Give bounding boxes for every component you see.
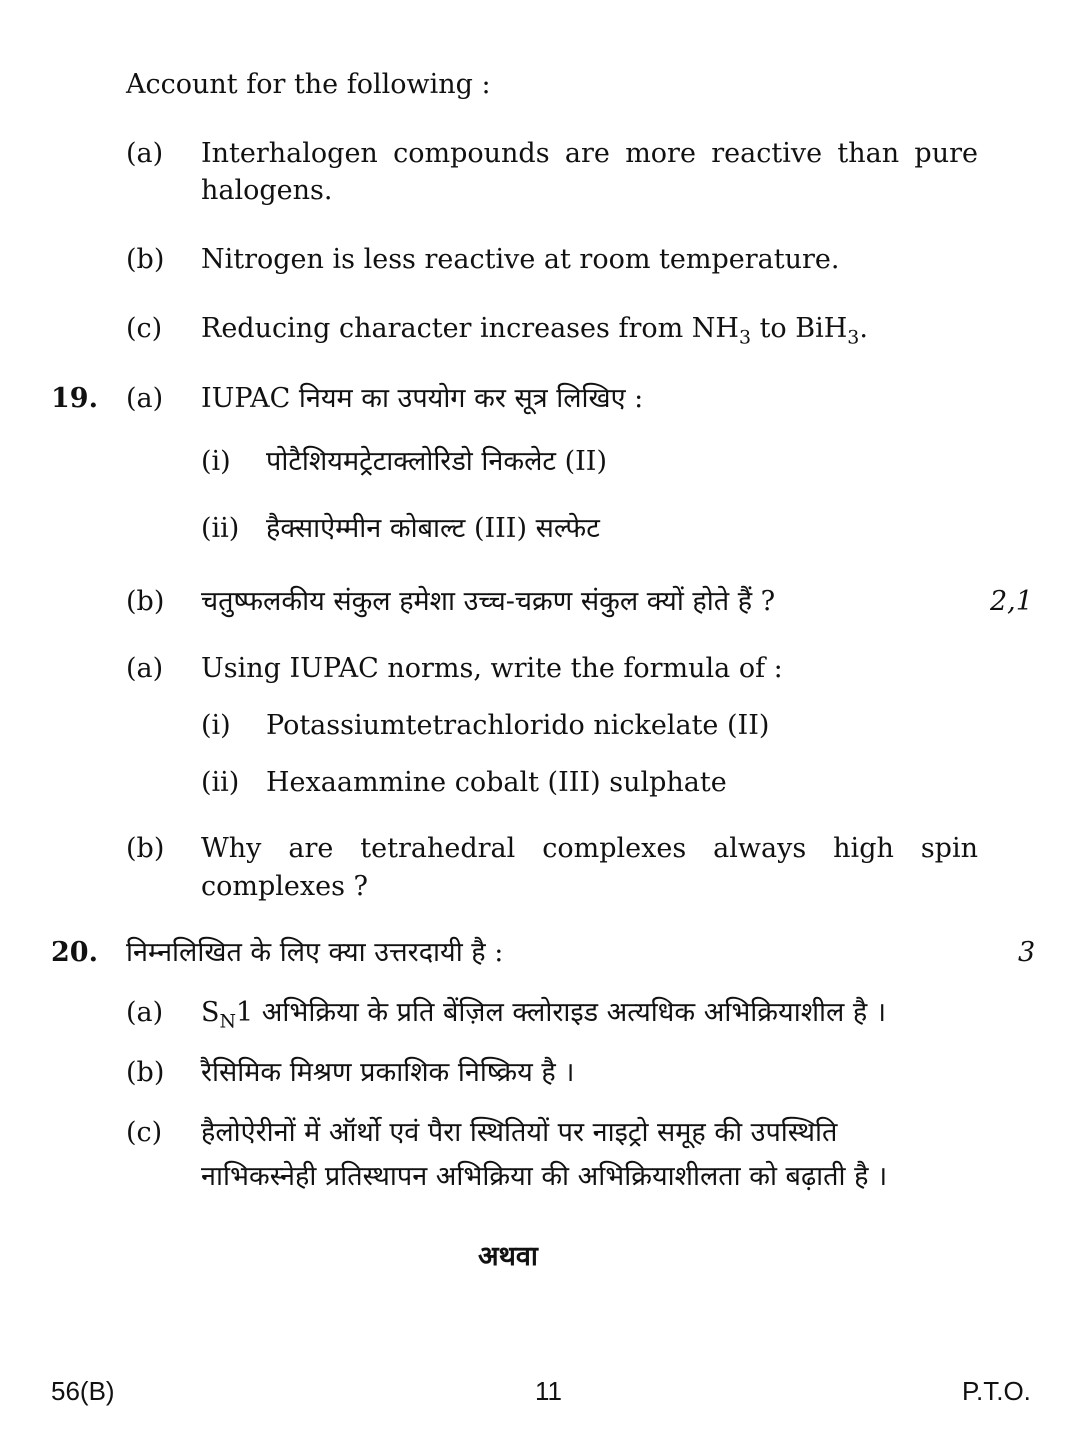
part-label-a: (a) [126,138,164,169]
q20-intro: निम्नलिखित के लिए क्या उत्तरदायी है : [126,937,504,968]
q20-c-line1: हैलोऐरीनों में ऑर्थो एवं पैरा स्थितियों पर नाइट्रो समूह की उपस्थिति [201,1117,838,1148]
q20-marks: 3 [1018,937,1036,968]
q19-hindi-label-ii: (ii) [201,513,240,544]
q19-hindi-label-b: (b) [126,586,165,617]
q20-label-a: (a) [126,997,164,1028]
q19-hindi-i-text: पोटैशियमट्रेटाक्लोरिडो निकलेट (II) [266,446,607,477]
q20-label-b: (b) [126,1057,165,1088]
part-c-mid: to BiH [751,313,848,344]
or-label: अथवा [478,1241,538,1272]
q20-label-c: (c) [126,1117,163,1148]
question-number-20: 20. [51,937,98,968]
q20-b-text: रैसिमिक मिश्रण प्रकाशिक निष्क्रिय है । [201,1057,575,1088]
paper-code: 56(B) [51,1376,115,1406]
q19-english-b-line2: complexes ? [201,871,368,902]
part-c-text [201,312,868,349]
q20-c-line2: नाभिकस्नेही प्रतिस्थापन अभिक्रिया की अभिक्रियाशीलता को बढ़ाती है । [201,1161,888,1192]
q19-english-label-a: (a) [126,653,164,684]
q19-hindi-label-i: (i) [201,446,231,477]
q19-english-i-text: Potassiumtetrachlorido nickelate (II) [266,710,770,741]
part-label-c: (c) [126,313,163,344]
q19-english-b-line1: Why are tetrahedral complexes always high spin [201,833,978,864]
q19-hindi-label-a: (a) [126,383,164,414]
part-a-text-line2: halogens. [201,175,333,206]
q19-hindi-b-text: चतुष्फलकीय संकुल हमेशा उच्च-चक्रण संकुल क्यों होते हैं ? [201,586,776,617]
part-b-text: Nitrogen is less reactive at room temperature. [201,244,840,275]
q19-english-ii-text: Hexaammine cobalt (III) sulphate [266,767,727,798]
q19-english-label-ii: (ii) [201,767,240,798]
q19-english-a-text: Using IUPAC norms, write the formula of : [201,653,783,684]
q20-a-s: S [201,997,220,1028]
part-c-pre: Reducing character increases from NH [201,313,739,344]
q19-english-label-b: (b) [126,833,165,864]
q20-a-text [201,996,887,1033]
question-intro: Account for the following : [126,69,491,100]
q19-marks: 2,1 [990,586,1033,617]
q19-english-label-i: (i) [201,710,231,741]
question-number-19: 19. [51,383,98,414]
page-number: 11 [535,1376,562,1406]
part-label-b: (b) [126,244,165,275]
q20-a-rest: 1 अभिक्रिया के प्रति बेंज़िल क्लोराइड अत्यधिक अभिक्रियाशील है । [236,997,887,1028]
part-a-text-line1: Interhalogen compounds are more reactive than pure [201,138,978,169]
part-c-sub1: 3 [738,326,751,349]
please-turn-over: P.T.O. [962,1376,1031,1406]
part-c-post: . [859,313,868,344]
q19-hindi-ii-text: हैक्साऐम्मीन कोबाल्ट (III) सल्फेट [266,513,600,544]
q20-a-sub: N [219,1010,237,1033]
q19-hindi-a-text: IUPAC नियम का उपयोग कर सूत्र लिखिए : [201,383,644,414]
part-c-sub2: 3 [847,326,860,349]
